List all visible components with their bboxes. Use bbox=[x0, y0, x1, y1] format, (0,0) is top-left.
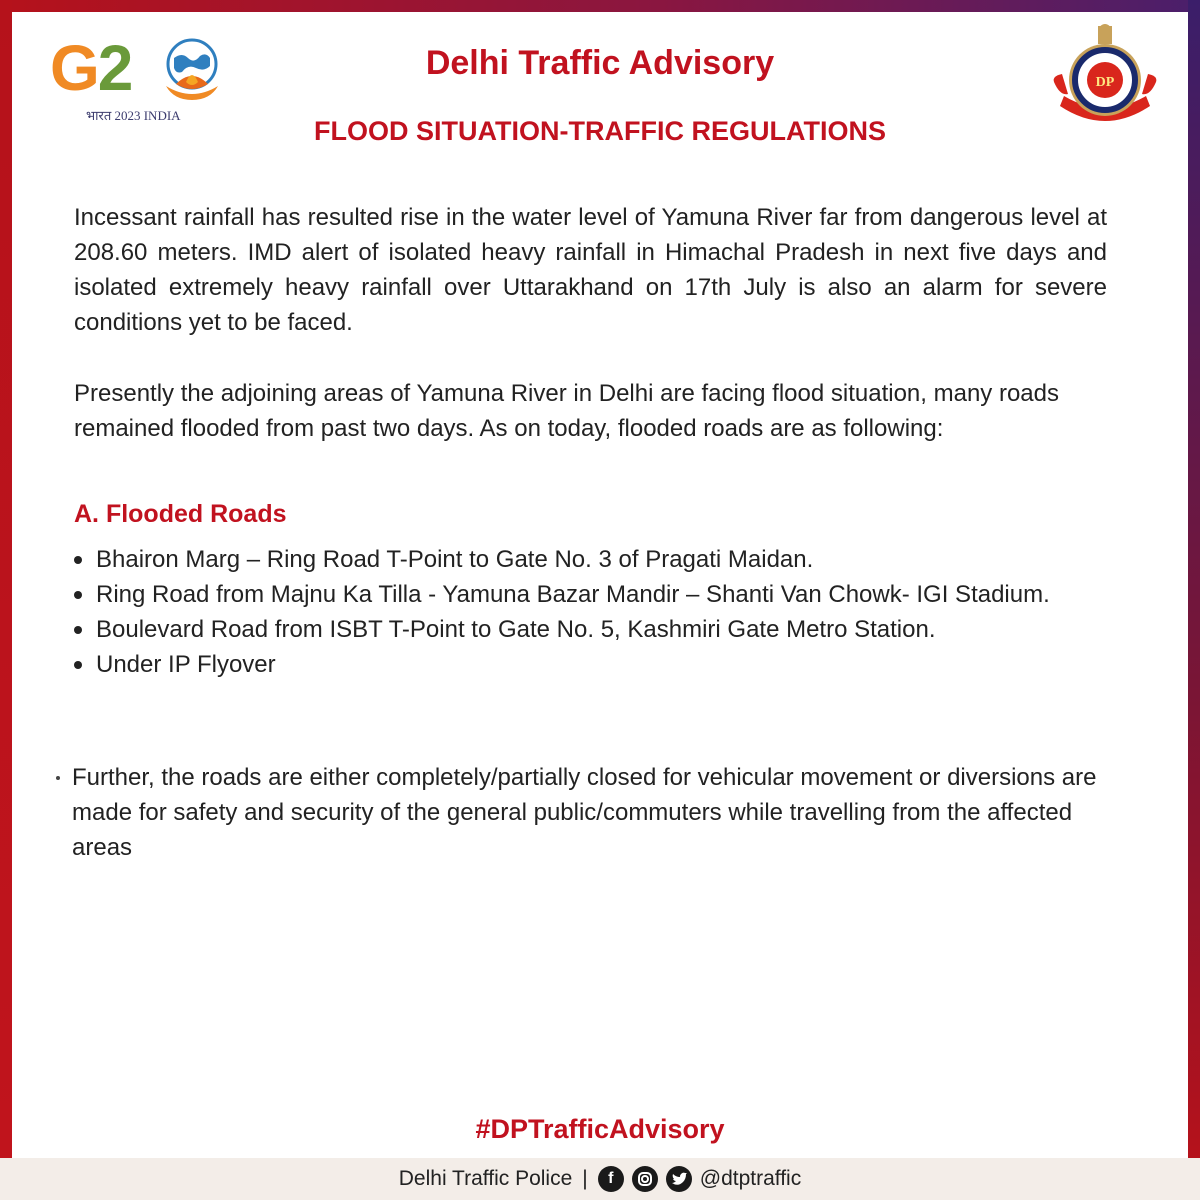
road-text: Ring Road from Majnu Ka Tilla - Yamuna Bazar Mandir – Shanti Van Chowk- IGI Stadium. bbox=[96, 581, 1050, 608]
footer-separator: | bbox=[582, 1167, 588, 1190]
bullet-icon bbox=[74, 591, 82, 599]
road-text: Bhairon Marg – Ring Road T-Point to Gate No. 3 of Pragati Maidan. bbox=[96, 546, 814, 573]
top-border bbox=[0, 0, 1200, 12]
flooded-roads-heading: A. Flooded Roads bbox=[74, 500, 287, 528]
list-item bbox=[74, 542, 1114, 577]
list-item bbox=[74, 612, 1114, 647]
left-border bbox=[0, 0, 12, 1158]
intro-paragraph: Incessant rainfall has resulted rise in the water level of Yamuna River far from dangerous level at 208.60 meters. IMD alert of isolated heavy rainfall in Himachal Pradesh in next five days and isolated extremely heavy rainfall over Uttarakhand on 17th July is also an alarm for severe conditions yet to be faced. bbox=[74, 204, 1107, 336]
footer-org: Delhi Traffic Police bbox=[398, 1167, 573, 1190]
flooded-roads-list bbox=[74, 542, 1114, 682]
hashtag[interactable]: #DPTrafficAdvisory bbox=[475, 1114, 725, 1144]
page-subtitle: FLOOD SITUATION-TRAFFIC REGULATIONS bbox=[314, 116, 886, 146]
bullet-icon bbox=[74, 661, 82, 669]
g20-logo-text: G2 bbox=[50, 32, 132, 104]
list-item bbox=[74, 647, 1114, 682]
svg-text:DP: DP bbox=[1095, 75, 1115, 90]
twitter-icon[interactable] bbox=[666, 1166, 692, 1192]
list-item bbox=[74, 577, 1114, 612]
instagram-icon[interactable] bbox=[632, 1166, 658, 1192]
footer-bar bbox=[0, 1158, 1200, 1200]
small-bullet-icon bbox=[56, 776, 60, 780]
g20-logo-subtitle: भारत 2023 INDIA bbox=[86, 108, 181, 123]
bullet-icon bbox=[74, 556, 82, 564]
situation-paragraph: Presently the adjoining areas of Yamuna River in Delhi are facing flood situation, many roads remained flooded from past two days. As on today, flooded roads are as following: bbox=[74, 380, 1059, 442]
bullet-icon bbox=[74, 626, 82, 634]
road-text: Under IP Flyover bbox=[96, 651, 276, 678]
right-border bbox=[1188, 0, 1200, 1158]
footer-handle[interactable]: @dtptraffic bbox=[699, 1167, 802, 1190]
facebook-icon[interactable]: f bbox=[598, 1166, 624, 1192]
road-text: Boulevard Road from ISBT T-Point to Gate No. 5, Kashmiri Gate Metro Station. bbox=[96, 616, 936, 643]
page-title: Delhi Traffic Advisory bbox=[425, 44, 775, 82]
closure-note: Further, the roads are either completely/partially closed for vehicular movement or diversions are made for safety and security of the general public/commuters while travelling from the affected areas bbox=[72, 764, 1097, 861]
